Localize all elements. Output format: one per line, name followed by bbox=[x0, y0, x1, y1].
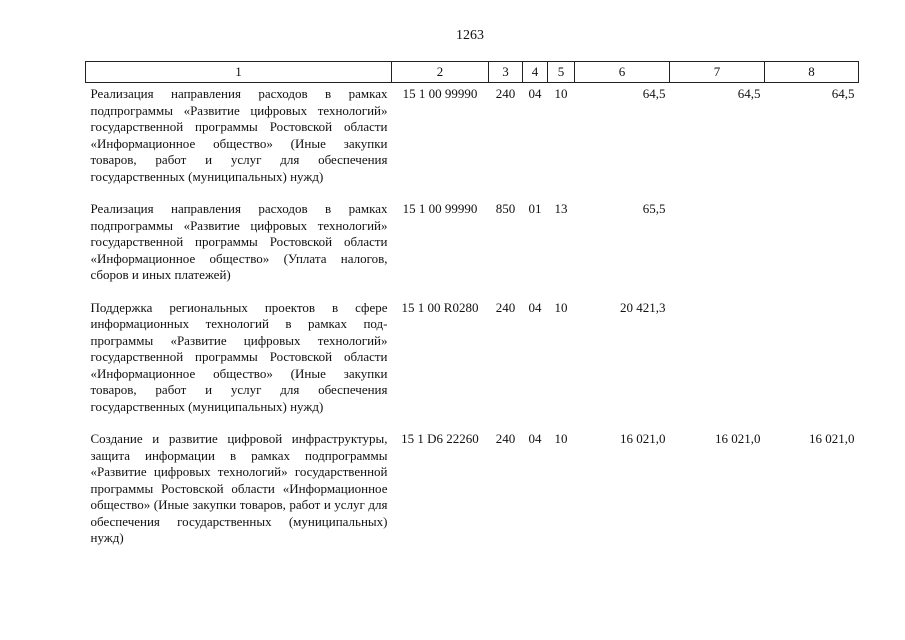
column-header-8: 8 bbox=[765, 62, 859, 83]
table-row bbox=[86, 198, 859, 297]
row-sum-year-1: 16 021,0 bbox=[620, 431, 666, 446]
row-target-code: 15 1 00 R0280 bbox=[401, 299, 479, 315]
column-header-2: 2 bbox=[392, 62, 489, 83]
row-sum-year-1: 20 421,3 bbox=[620, 299, 666, 315]
row-subsection: 10 bbox=[554, 431, 568, 446]
row-sum-year-3 bbox=[765, 297, 859, 429]
row-section: 04 bbox=[528, 86, 542, 101]
row-description: Поддержка региональных проектов в сфере информационных технологий в рамках подпрограммы «Развитие цифровых технологий» государственной программы Ростовской области «Информационное общество» (Иные закупки товаров, работ и услуг для обеспечения государственных (муниципальных) нужд) bbox=[90, 299, 388, 414]
row-sum-year-1: 64,5 bbox=[642, 86, 666, 101]
row-subsection: 13 bbox=[554, 201, 568, 216]
row-section: 01 bbox=[528, 201, 542, 216]
row-target-code: 15 1 00 99990 bbox=[402, 86, 478, 101]
row-subsection: 10 bbox=[554, 299, 568, 315]
row-target-code: 15 1 D6 22260 bbox=[401, 431, 479, 446]
page-number: 1263 bbox=[456, 28, 484, 43]
row-description: Реализация направления расходов в рамках подпрограммы «Развитие цифровых технологий» государственной программы Ростовской области «Информационное общество» (Уплата налогов, сборов и иных платежей) bbox=[90, 201, 388, 282]
row-sum-year-3: 64,5 bbox=[831, 86, 855, 101]
column-header-6: 6 bbox=[575, 62, 670, 83]
table-row bbox=[86, 297, 859, 429]
row-description: Реализация направления расходов в рамках подпрограммы «Развитие цифровых технологий» государственной программы Ростовской области «Информационное общество» (Иные закупки товаров, работ и услуг для обеспечения государственных (муниципальных) нужд) bbox=[90, 86, 388, 184]
column-header-4: 4 bbox=[523, 62, 548, 83]
row-sum-year-2 bbox=[670, 297, 765, 429]
column-header-3: 3 bbox=[489, 62, 523, 83]
row-target-code: 15 1 00 99990 bbox=[402, 201, 478, 216]
column-header-5: 5 bbox=[548, 62, 575, 83]
row-description: Создание и развитие цифровой инфраструктуры, защита информации в рамках подпрограммы «Развитие цифровых технологий» государственной программы Ростовской области «Информационное общество» (Иные закупки товаров, работ и услуг для обеспечения государственных (муниципальных) нужд) bbox=[90, 431, 388, 545]
row-expense-type: 240 bbox=[495, 86, 516, 101]
row-sum-year-2 bbox=[670, 198, 765, 297]
column-header-1: 1 bbox=[86, 62, 392, 83]
row-expense-type: 850 bbox=[495, 201, 516, 216]
table-row bbox=[86, 83, 859, 199]
row-expense-type: 240 bbox=[495, 431, 516, 446]
row-sum-year-3 bbox=[765, 198, 859, 297]
row-subsection: 10 bbox=[554, 86, 568, 101]
row-sum-year-3: 16 021,0 bbox=[809, 431, 855, 446]
table-header-row bbox=[86, 62, 859, 83]
row-sum-year-2: 16 021,0 bbox=[715, 431, 761, 446]
row-expense-type: 240 bbox=[495, 299, 516, 315]
budget-table bbox=[85, 61, 859, 560]
table-row bbox=[86, 428, 859, 560]
row-sum-year-2: 64,5 bbox=[737, 86, 761, 101]
row-section: 04 bbox=[528, 299, 542, 315]
column-header-7: 7 bbox=[670, 62, 765, 83]
row-sum-year-1: 65,5 bbox=[642, 201, 666, 216]
row-section: 04 bbox=[528, 431, 542, 446]
